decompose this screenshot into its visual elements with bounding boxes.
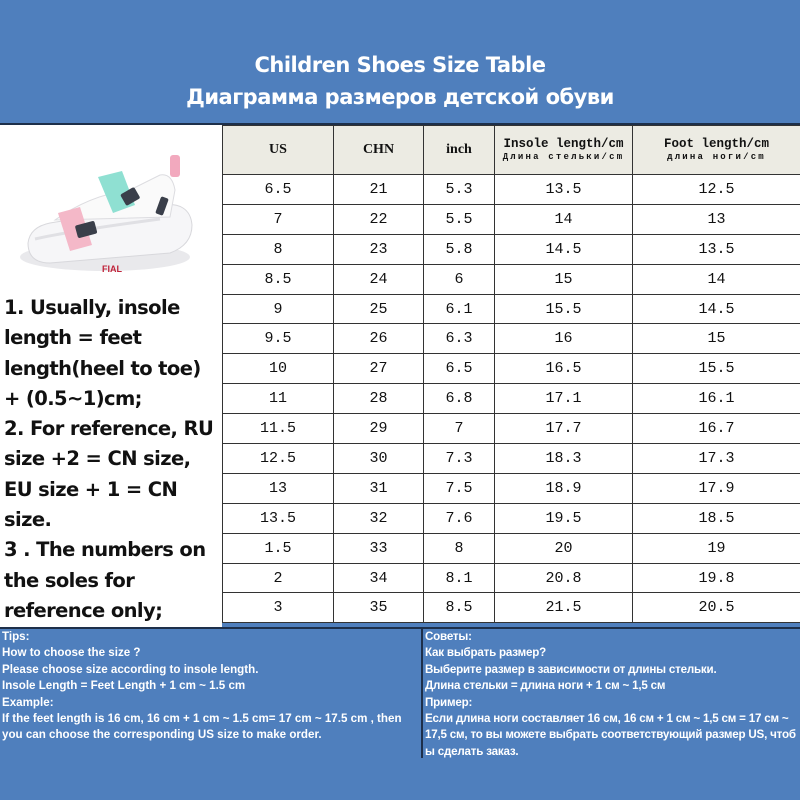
cell-chn: 30 bbox=[334, 444, 424, 474]
cell-insole: 20 bbox=[495, 533, 633, 563]
cell-inch: 6.8 bbox=[424, 384, 495, 414]
cell-inch: 5.3 bbox=[424, 175, 495, 205]
cell-foot: 16.7 bbox=[633, 414, 800, 444]
table-row bbox=[223, 533, 800, 563]
tips-russian bbox=[425, 629, 800, 757]
cell-insole: 17.1 bbox=[495, 384, 633, 414]
cell-us: 1.5 bbox=[223, 533, 334, 563]
note-line: length = feet bbox=[4, 326, 142, 350]
table-row bbox=[223, 563, 800, 593]
cell-us: 2 bbox=[223, 563, 334, 593]
cell-inch: 8 bbox=[424, 533, 495, 563]
table-row bbox=[223, 384, 800, 414]
cell-inch: 8.1 bbox=[424, 563, 495, 593]
cell-us: 8.5 bbox=[223, 264, 334, 294]
table-row bbox=[223, 234, 800, 264]
cell-chn: 33 bbox=[334, 533, 424, 563]
cell-us: 3 bbox=[223, 593, 334, 623]
note-line: 2. For reference, RU bbox=[4, 417, 214, 441]
note-line: 1. Usually, insole bbox=[4, 296, 180, 319]
tip-line: Пример: bbox=[425, 695, 473, 709]
cell-insole: 18.9 bbox=[495, 473, 633, 503]
table-row bbox=[223, 414, 800, 444]
size-table bbox=[222, 125, 800, 623]
cell-inch: 7 bbox=[424, 414, 495, 444]
cell-chn: 34 bbox=[334, 563, 424, 593]
cell-inch: 8.5 bbox=[424, 593, 495, 623]
cell-us: 11.5 bbox=[223, 414, 334, 444]
tip-line: Выберите размер в зависимости от длины стельки. bbox=[425, 662, 717, 676]
cell-foot: 18.5 bbox=[633, 503, 800, 533]
cell-foot: 19 bbox=[633, 533, 800, 563]
cell-chn: 25 bbox=[334, 294, 424, 324]
note-line: size +2 = CN size, bbox=[4, 447, 191, 471]
cell-foot: 20.5 bbox=[633, 593, 800, 623]
cell-us: 6.5 bbox=[223, 175, 334, 205]
tips-divider bbox=[421, 628, 423, 758]
column-header-us: US bbox=[223, 126, 334, 175]
tip-line: Если длина ноги составляет 16 см, 16 см + 1 см ~ 1,5 см = 17 см ~ bbox=[425, 712, 789, 726]
cell-foot: 17.3 bbox=[633, 444, 800, 474]
note-line: the soles for bbox=[4, 568, 135, 592]
cell-inch: 6.3 bbox=[424, 324, 495, 354]
table-row bbox=[223, 294, 800, 324]
cell-us: 12.5 bbox=[223, 444, 334, 474]
cell-foot: 19.8 bbox=[633, 563, 800, 593]
table-row bbox=[223, 503, 800, 533]
cell-insole: 16.5 bbox=[495, 354, 633, 384]
table-row bbox=[223, 593, 800, 623]
cell-insole: 19.5 bbox=[495, 503, 633, 533]
cell-foot: 17.9 bbox=[633, 473, 800, 503]
cell-insole: 17.7 bbox=[495, 414, 633, 444]
cell-chn: 32 bbox=[334, 503, 424, 533]
table-row bbox=[223, 324, 800, 354]
title-russian: Диаграмма размеров детской обуви bbox=[186, 85, 614, 109]
cell-insole: 13.5 bbox=[495, 175, 633, 205]
cell-foot: 13 bbox=[633, 204, 800, 234]
cell-insole: 14.5 bbox=[495, 234, 633, 264]
cell-chn: 31 bbox=[334, 473, 424, 503]
column-header-foot bbox=[633, 126, 800, 175]
tip-line: Insole Length = Feet Length + 1 cm ~ 1.5 cm bbox=[2, 679, 246, 693]
tip-line: Как выбрать размер? bbox=[425, 646, 546, 660]
cell-us: 7 bbox=[223, 204, 334, 234]
table-row bbox=[223, 444, 800, 474]
cell-chn: 26 bbox=[334, 324, 424, 354]
cell-chn: 21 bbox=[334, 175, 424, 205]
tip-line: Советы: bbox=[425, 630, 472, 643]
column-header-chn: CHN bbox=[334, 126, 424, 175]
cell-foot: 12.5 bbox=[633, 175, 800, 205]
cell-foot: 13.5 bbox=[633, 234, 800, 264]
tip-line: Tips: bbox=[2, 630, 30, 643]
cell-inch: 6 bbox=[424, 264, 495, 294]
cell-insole: 20.8 bbox=[495, 563, 633, 593]
cell-chn: 23 bbox=[334, 234, 424, 264]
cell-insole: 16 bbox=[495, 324, 633, 354]
cell-foot: 16.1 bbox=[633, 384, 800, 414]
table-row bbox=[223, 473, 800, 503]
note-line: 3 . The numbers on bbox=[4, 538, 206, 562]
tip-line: Example: bbox=[2, 695, 54, 709]
note-line: size. bbox=[4, 508, 52, 532]
table-row bbox=[223, 204, 800, 234]
cell-us: 8 bbox=[223, 234, 334, 264]
cell-insole: 14 bbox=[495, 204, 633, 234]
table-row bbox=[223, 175, 800, 205]
cell-us: 9.5 bbox=[223, 324, 334, 354]
size-notes bbox=[4, 293, 222, 626]
tip-line: How to choose the size ? bbox=[2, 646, 141, 660]
cell-inch: 5.5 bbox=[424, 204, 495, 234]
cell-insole: 15.5 bbox=[495, 294, 633, 324]
cell-insole: 15 bbox=[495, 264, 633, 294]
column-header-insole bbox=[495, 126, 633, 175]
column-header-inch: inch bbox=[424, 126, 495, 175]
cell-inch: 6.5 bbox=[424, 354, 495, 384]
title-banner bbox=[0, 0, 800, 124]
cell-inch: 6.1 bbox=[424, 294, 495, 324]
cell-us: 13.5 bbox=[223, 503, 334, 533]
foot-header-ru: длина ноги/cm bbox=[667, 152, 766, 162]
note-line: + (0.5~1)cm; bbox=[4, 386, 142, 410]
tips-english bbox=[2, 629, 420, 757]
cell-chn: 28 bbox=[334, 384, 424, 414]
cell-us: 9 bbox=[223, 294, 334, 324]
cell-chn: 24 bbox=[334, 264, 424, 294]
cell-chn: 35 bbox=[334, 593, 424, 623]
cell-foot: 15.5 bbox=[633, 354, 800, 384]
cell-us: 11 bbox=[223, 384, 334, 414]
tip-line: you can choose the corresponding US size to make order. bbox=[2, 728, 322, 742]
cell-us: 10 bbox=[223, 354, 334, 384]
cell-chn: 22 bbox=[334, 204, 424, 234]
insole-header-ru: Длина стельки/cm bbox=[502, 152, 625, 162]
cell-us: 13 bbox=[223, 473, 334, 503]
cell-inch: 7.5 bbox=[424, 473, 495, 503]
foot-header-en: Foot length/cm bbox=[663, 137, 770, 151]
cell-foot: 14.5 bbox=[633, 294, 800, 324]
cell-foot: 15 bbox=[633, 324, 800, 354]
cell-inch: 7.3 bbox=[424, 444, 495, 474]
cell-insole: 21.5 bbox=[495, 593, 633, 623]
cell-chn: 27 bbox=[334, 354, 424, 384]
table-row bbox=[223, 264, 800, 294]
insole-header-en: Insole length/cm bbox=[503, 137, 624, 151]
note-line: EU size + 1 = CN bbox=[4, 477, 178, 501]
tip-line: If the feet length is 16 cm, 16 cm + 1 cm ~ 1.5 cm= 17 cm ~ 17.5 cm , then bbox=[2, 712, 402, 726]
note-line: length(heel to toe) bbox=[4, 356, 201, 380]
title-english: Children Shoes Size Table bbox=[254, 53, 546, 77]
cell-insole: 18.3 bbox=[495, 444, 633, 474]
sandal-product-image bbox=[10, 135, 200, 285]
tip-line: Длина стельки = длина ноги + 1 см ~ 1,5 см bbox=[425, 679, 666, 693]
left-panel bbox=[0, 125, 222, 628]
tip-line: ы сделать заказ. bbox=[425, 744, 519, 758]
cell-foot: 14 bbox=[633, 264, 800, 294]
tip-line: 17,5 см, то вы можете выбрать соответствующий размер US, чтоб bbox=[425, 728, 796, 742]
table-row bbox=[223, 354, 800, 384]
cell-inch: 7.6 bbox=[424, 503, 495, 533]
cell-chn: 29 bbox=[334, 414, 424, 444]
table-header-row bbox=[223, 126, 800, 175]
tip-line: Please choose size according to insole length. bbox=[2, 662, 259, 676]
cell-inch: 5.8 bbox=[424, 234, 495, 264]
note-line: reference only; bbox=[4, 598, 163, 622]
svg-text:FIAL: FIAL bbox=[102, 264, 122, 274]
